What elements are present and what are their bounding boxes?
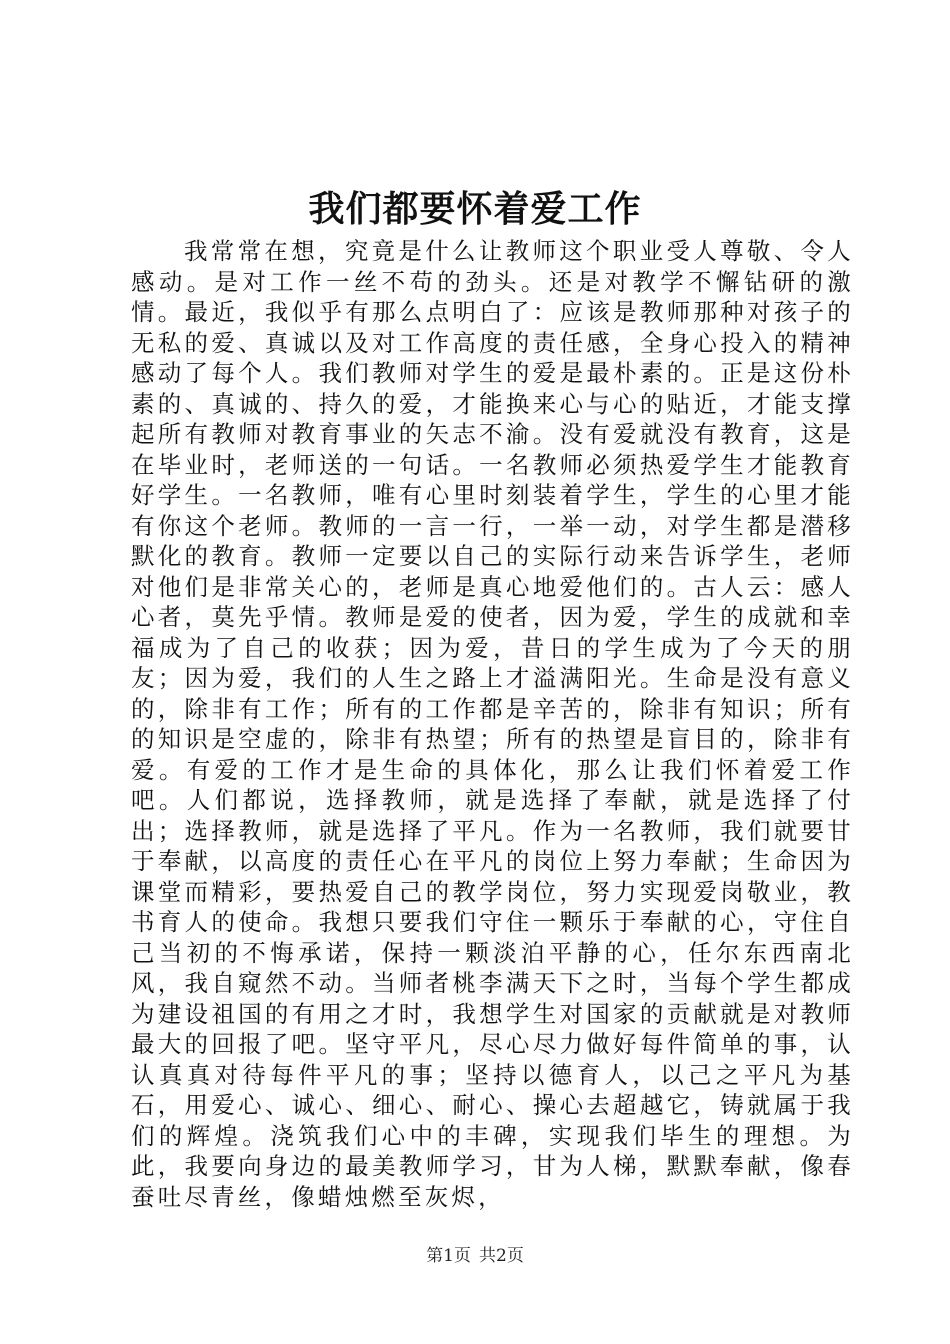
page-footer [0,1244,950,1268]
page-total: 共2页 [479,1246,524,1266]
document-title: 我们都要怀着爱工作 [308,188,642,230]
body-paragraph: 我常常在想，究竟是什么让教师这个职业受人尊敬、令人感动。是对工作一丝不苟的劲头。还是对教学不懈钻研的激情。最近，我似乎有那么点明白了：应该是教师那种对孩子的无私的爱、真诚以及对工作高度的责任感，全身心投入的精神感动了每个人。我们教师对学生的爱是最朴素的。正是这份朴素的、真诚的、持久的爱，才能换来心与心的贴近，才能支撑起所有教师对教育事业的矢志不渝。没有爱就没有教育，这是在毕业时，老师送的一句话。一名教师必须热爱学生才能教育好学生。一名教师，唯有心里时刻装着学生，学生的心里才能有你这个老师。教师的一言一行，一举一动，对学生都是潜移默化的教育。教师一定要以自己的实际行动来告诉学生，老师对他们是非常关心的，老师是真心地爱他们的。古人云：感人心者，莫先乎情。教师是爱的使者，因为爱，学生的成就和幸福成为了自己的收获；因为爱，昔日的学生成为了今天的朋友；因为爱，我们的人生之路上才溢满阳光。生命是没有意义的，除非有工作；所有的工作都是辛苦的，除非有知识；所有的知识是空虚的，除非有热望；所有的热望是盲目的，除非有爱。有爱的工作才是生命的具体化，那么让我们怀着爱工作吧。人们都说，选择教师，就是选择了奉献，就是选择了付出；选择教师，就是选择了平凡。作为一名教师，我们就要甘于奉献，以高度的责任心在平凡的岗位上努力奉献；生命因为课堂而精彩，要热爱自己的教学岗位，努力实现爱岗敬业，教书育人的使命。我想只要我们守住一颗乐于奉献的心，守住自己当初的不悔承诺，保持一颗淡泊平静的心，任尔东西南北风，我自窥然不动。当师者桃李满天下之时，当每个学生都成为建设祖国的有用之才时，我想学生对国家的贡献就是对教师最大的回报了吧。坚守平凡，尽心尽力做好每件简单的事，认认真真对待每件平凡的事；坚持以德育人，以己之平凡为基石，用爱心、诚心、细心、耐心、操心去超越它，铸就属于我们的辉煌。浇筑我们心中的丰碑，实现我们毕生的理想。为此，我要向身边的最美教师学习，甘为人梯，默默奉献，像春蚕吐尽青丝，像蜡烛燃至灰烬， [131,237,854,1211]
page-number: 第1页 [426,1246,471,1266]
